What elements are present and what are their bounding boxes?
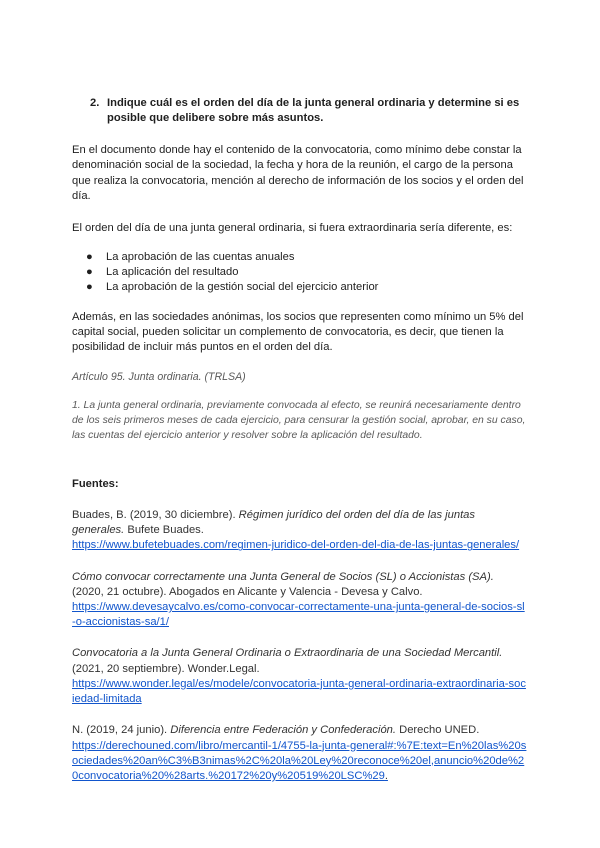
list-item — [72, 265, 528, 280]
question-number: 2. — [90, 97, 100, 109]
source-author-date: N. (2019, 24 junio). — [72, 724, 171, 737]
list-item-text: La aplicación del resultado — [106, 266, 239, 279]
list-item-text: La aprobación de las cuentas anuales — [106, 251, 295, 264]
source-title: Diferencia entre Federación y Confederación. — [170, 724, 397, 737]
paragraph-orden-del-dia: El orden del día de una junta general ordinaria, si fuera extraordinaria sería diferente, es: — [72, 221, 513, 234]
source-link[interactable]: https://www.bufetebuades.com/regimen-juridico-del-orden-del-dia-de-las-juntas-generales/ — [72, 539, 520, 552]
source-author-date: Buades, B. (2019, 30 diciembre). — [72, 509, 239, 522]
source-link[interactable]: https://www.wonder.legal/es/modele/convocatoria-junta-general-ordinaria-extraordinaria-sociedad-limitada — [72, 677, 526, 706]
source-entry — [72, 508, 528, 554]
bullet-icon: ● — [86, 266, 93, 279]
agenda-list — [72, 250, 528, 296]
paragraph-sociedades-anonimas: Además, en las sociedades anónimas, los socios que representen como mínimo un 5% del capital social, pueden solicitar un complemento de convocatoria, es decir, que tienen la posibilidad de incluir más puntos en el orden del día. — [72, 310, 524, 354]
source-entry — [72, 723, 528, 784]
sources-heading: Fuentes: — [72, 477, 119, 490]
article-title: Artículo 95. Junta ordinaria. (TRLSA) — [72, 370, 246, 383]
source-link[interactable]: https://www.devesaycalvo.es/como-convocar-correctamente-una-junta-general-de-socios-sl-o-accionistas-sa/1/ — [72, 601, 525, 629]
source-entry — [72, 570, 528, 631]
source-entry — [72, 646, 528, 707]
list-item — [72, 280, 528, 295]
source-title: Régimen jurídico del orden del día de las juntas generales. — [72, 509, 475, 537]
source-publisher: Bufete Buades. — [124, 524, 204, 537]
source-title: Convocatoria a la Junta General Ordinaria o Extraordinaria de una Sociedad Mercantil. — [72, 647, 503, 660]
source-publisher: (2020, 21 octubre). Abogados en Alicante y Valencia - Devesa y Calvo. — [72, 585, 423, 598]
source-publisher: Derecho UNED. — [396, 724, 480, 737]
question-text: Indique cuál es el orden del día de la junta general ordinaria y determine si es posible que delibere sobre más asuntos. — [107, 97, 520, 124]
source-link-suffix: . — [384, 769, 388, 782]
source-link[interactable]: https://derechouned.com/libro/mercantil-1/4755-la-junta-general#:%7E:text=En%20las%20sociedades%20an%C3%B3nimas%2C%20la%20Ley%20reconoce%20el,anuncio%20de%20convocatoria%20%28arts.%20172%20y%20519%20LSC%29 — [72, 739, 527, 782]
bullet-icon: ● — [86, 281, 93, 294]
list-item-text: La aprobación de la gestión social del ejercicio anterior — [106, 281, 379, 294]
article-quote: 1. La junta general ordinaria, previamente convocada al efecto, se reunirá necesariamente dentro de los seis primeros meses de cada ejercicio, para censurar la gestión social, aprobar, en su caso, las cuentas del ejercicio anterior y resolver sobre la aplicación del resultado. — [72, 400, 526, 441]
source-title: Cómo convocar correctamente una Junta General de Socios (SL) o Accionistas (SA). — [72, 570, 494, 583]
source-publisher: (2021, 20 septiembre). Wonder.Legal. — [72, 662, 260, 675]
question-heading — [90, 96, 528, 126]
list-item — [72, 250, 528, 265]
bullet-icon: ● — [86, 251, 93, 264]
paragraph-convocatoria: En el documento donde hay el contenido de la convocatoria, como mínimo debe constar la denominación social de la sociedad, la fecha y hora de la reunión, el cargo de la persona que realiza la convocatoria, mención al derecho de información de los socios y el orden del día. — [72, 144, 524, 203]
